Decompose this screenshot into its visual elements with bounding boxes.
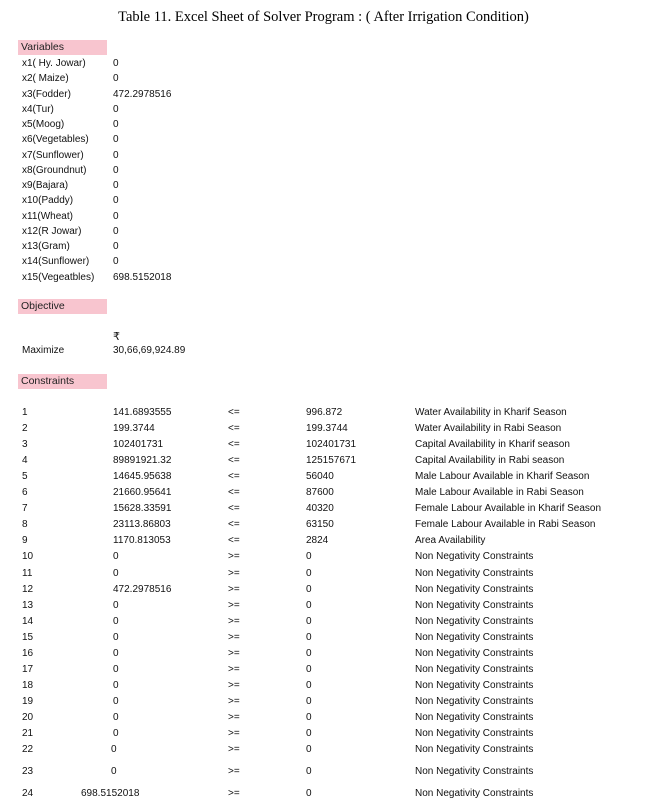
constraint-description: Capital Availability in Kharif season (415, 439, 570, 451)
constraint-rhs: 63150 (306, 519, 334, 531)
constraint-lhs: 21660.95641 (113, 487, 172, 499)
variable-value: 0 (113, 210, 119, 222)
constraint-operator: >= (228, 663, 240, 675)
constraint-number: 4 (22, 455, 28, 467)
constraint-lhs: 1170.813053 (113, 535, 171, 547)
variable-value: 0 (113, 58, 119, 69)
constraint-number: 1 (22, 407, 28, 418)
constraint-description: Non Negativity Constraints (415, 647, 534, 659)
constraint-rhs: 40320 (306, 503, 334, 515)
variable-value: 0 (113, 149, 119, 161)
constraint-operator: <= (228, 519, 240, 531)
constraint-rhs: 0 (306, 744, 312, 755)
constraint-lhs: 23113.86803 (113, 519, 171, 531)
constraint-description: Non Negativity Constraints (415, 631, 534, 643)
variable-value: 0 (113, 195, 119, 207)
constraint-number: 11 (22, 567, 33, 579)
constraint-number: 8 (22, 519, 28, 531)
constraint-lhs: 0 (113, 599, 119, 611)
constraint-number: 10 (22, 551, 34, 563)
constraint-number: 21 (22, 728, 34, 739)
constraint-rhs: 56040 (306, 471, 334, 483)
constraint-number: 24 (22, 788, 34, 799)
constraint-rhs: 2824 (306, 535, 329, 547)
constraint-rhs: 0 (306, 711, 312, 723)
constraint-description: Non Negativity Constraints (415, 583, 534, 595)
constraint-rhs: 0 (306, 728, 312, 739)
variable-name: x6(Vegetables) (22, 134, 89, 146)
constraint-lhs: 0 (111, 744, 117, 755)
constraint-lhs: 0 (113, 695, 119, 707)
constraint-operator: >= (228, 679, 240, 691)
constraint-rhs: 996.872 (306, 407, 343, 418)
constraint-lhs: 199.3744 (113, 423, 155, 435)
constraint-operator: >= (228, 583, 240, 595)
variable-name: x4(Tur) (22, 103, 54, 115)
variable-value: 0 (113, 164, 119, 176)
variable-value: 0 (113, 180, 119, 191)
constraint-rhs: 0 (306, 663, 312, 675)
constraint-operator: >= (228, 567, 240, 579)
constraint-lhs: 472.2978516 (113, 583, 172, 595)
constraint-description: Area Availability (415, 535, 486, 547)
constraint-rhs: 0 (306, 583, 312, 595)
constraint-description: Female Labour Available in Kharif Season (415, 503, 602, 515)
objective-header: Objective (18, 299, 107, 314)
constraint-number: 17 (22, 663, 34, 675)
constraint-rhs: 199.3744 (306, 423, 348, 435)
variable-value: 0 (113, 134, 119, 146)
constraint-lhs: 698.5152018 (81, 788, 140, 799)
constraint-operator: >= (228, 695, 240, 707)
constraint-operator: >= (228, 788, 240, 799)
constraint-description: Non Negativity Constraints (415, 728, 534, 739)
constraint-number: 15 (22, 631, 34, 643)
variable-value: 0 (113, 241, 119, 252)
constraint-operator: <= (228, 487, 240, 499)
constraint-lhs: 0 (113, 567, 119, 579)
constraint-description: Non Negativity Constraints (415, 663, 534, 675)
constraint-description: Capital Availability in Rabi season (415, 455, 565, 467)
constraint-operator: >= (228, 599, 240, 611)
constraint-rhs: 87600 (306, 487, 334, 499)
constraint-operator: <= (228, 455, 240, 467)
constraint-operator: <= (228, 471, 240, 483)
variable-value: 0 (113, 225, 119, 237)
constraint-rhs: 0 (306, 615, 312, 627)
constraint-description: Non Negativity Constraints (415, 599, 534, 611)
constraint-description: Male Labour Available in Rabi Season (415, 487, 584, 499)
constraint-number: 18 (22, 679, 34, 691)
constraint-rhs: 0 (306, 679, 312, 691)
constraint-rhs: 0 (306, 551, 312, 563)
constraint-number: 2 (22, 423, 28, 435)
constraint-number: 22 (22, 744, 34, 755)
variables-header: Variables (18, 40, 107, 55)
variable-value: 698.5152018 (113, 271, 172, 283)
variable-value: 0 (113, 103, 119, 115)
objective-label: Maximize (22, 345, 65, 356)
constraint-lhs: 0 (113, 631, 119, 643)
constraint-operator: >= (228, 766, 240, 777)
variable-name: x5(Moog) (22, 119, 65, 130)
objective-value: 30,66,69,924.89 (113, 345, 186, 356)
constraint-number: 14 (22, 615, 34, 627)
constraint-lhs: 0 (113, 728, 119, 739)
variable-name: x9(Bajara) (22, 180, 69, 191)
variable-name: x7(Sunflower) (22, 149, 84, 161)
constraint-number: 16 (22, 647, 34, 659)
constraint-operator: >= (228, 631, 240, 643)
constraint-description: Male Labour Available in Kharif Season (415, 471, 590, 483)
constraint-lhs: 0 (113, 711, 119, 723)
constraint-operator: >= (228, 711, 240, 723)
constraint-description: Non Negativity Constraints (415, 711, 534, 723)
constraint-description: Water Availability in Rabi Season (415, 423, 562, 435)
constraint-lhs: 0 (113, 663, 119, 675)
constraint-description: Water Availability in Kharif Season (415, 407, 567, 418)
constraint-lhs: 89891921.32 (113, 455, 172, 467)
variable-name: x3(Fodder) (22, 88, 71, 100)
constraint-description: Non Negativity Constraints (415, 551, 534, 563)
constraint-operator: <= (228, 439, 240, 451)
constraint-rhs: 0 (306, 695, 312, 707)
page-title: Table 11. Excel Sheet of Solver Program : ( After Irrigation Condition) (118, 9, 529, 25)
variable-name: x2( Maize) (22, 73, 69, 85)
constraint-rhs: 0 (306, 788, 312, 799)
variable-name: x12(R Jowar) (22, 225, 82, 237)
constraint-number: 19 (22, 695, 34, 707)
constraint-description: Non Negativity Constraints (415, 695, 534, 707)
constraint-number: 5 (22, 471, 28, 483)
constraint-operator: <= (228, 423, 240, 435)
constraint-rhs: 0 (306, 631, 312, 643)
constraint-operator: >= (228, 744, 240, 755)
constraint-lhs: 14645.95638 (113, 471, 172, 483)
constraint-operator: <= (228, 503, 240, 515)
constraint-lhs: 0 (113, 615, 119, 627)
constraint-description: Non Negativity Constraints (415, 766, 534, 777)
constraint-rhs: 102401731 (306, 439, 357, 451)
constraint-description: Non Negativity Constraints (415, 679, 534, 691)
constraint-operator: <= (228, 407, 240, 418)
rupee-symbol: ₹ (113, 331, 120, 343)
variable-name: x11(Wheat) (22, 210, 73, 222)
constraint-lhs: 0 (113, 551, 119, 563)
variable-name: x10(Paddy) (22, 195, 74, 207)
constraint-lhs: 102401731 (113, 439, 164, 451)
variable-name: x15(Vegeatbles) (22, 271, 95, 283)
constraint-number: 20 (22, 711, 34, 723)
constraint-rhs: 0 (306, 766, 312, 777)
constraint-lhs: 0 (113, 679, 119, 691)
variable-name: x8(Groundnut) (22, 164, 87, 176)
constraint-lhs: 0 (111, 766, 117, 777)
constraint-operator: >= (228, 728, 240, 739)
constraint-operator: >= (228, 551, 240, 563)
constraint-operator: <= (228, 535, 240, 547)
variable-value: 0 (113, 256, 119, 268)
constraint-number: 3 (22, 439, 28, 451)
constraint-operator: >= (228, 615, 240, 627)
variable-name: x14(Sunflower) (22, 256, 90, 268)
variable-name: x1( Hy. Jowar) (22, 58, 86, 69)
constraints-header: Constraints (18, 374, 107, 389)
constraint-number: 12 (22, 583, 34, 595)
constraint-operator: >= (228, 647, 240, 659)
constraint-number: 23 (22, 766, 34, 777)
variable-value: 472.2978516 (113, 88, 172, 100)
variable-value: 0 (113, 119, 119, 130)
constraint-number: 6 (22, 487, 28, 499)
constraint-rhs: 0 (306, 599, 312, 611)
constraint-lhs: 15628.33591 (113, 503, 172, 515)
constraint-lhs: 0 (113, 647, 119, 659)
constraint-number: 9 (22, 535, 28, 547)
constraint-rhs: 0 (306, 567, 312, 579)
constraint-description: Female Labour Available in Rabi Season (415, 519, 596, 531)
constraint-description: Non Negativity Constraints (415, 567, 534, 579)
variable-name: x13(Gram) (22, 241, 70, 252)
constraint-lhs: 141.6893555 (113, 407, 172, 418)
variable-value: 0 (113, 73, 119, 85)
constraint-rhs: 0 (306, 647, 312, 659)
constraint-number: 7 (22, 503, 28, 515)
constraint-description: Non Negativity Constraints (415, 744, 534, 755)
constraint-description: Non Negativity Constraints (415, 788, 534, 799)
constraint-description: Non Negativity Constraints (415, 615, 534, 627)
constraint-rhs: 125157671 (306, 455, 357, 467)
constraint-number: 13 (22, 599, 34, 611)
